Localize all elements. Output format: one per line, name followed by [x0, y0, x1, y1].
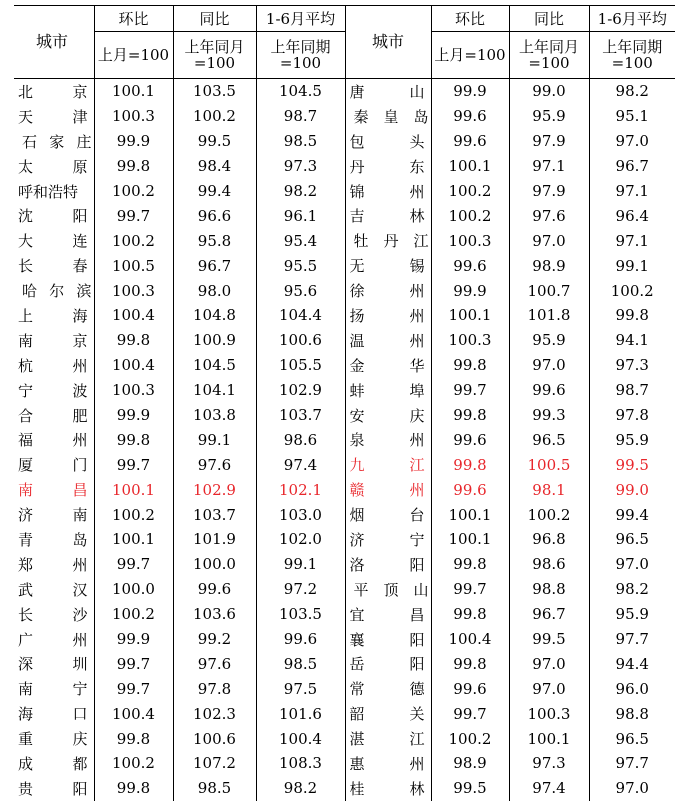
mom-value-left: 100.2: [94, 602, 173, 627]
mom-value-left: 100.2: [94, 228, 173, 253]
city-name-right: 赣 州: [345, 477, 431, 502]
city-name-right: 湛 江: [345, 726, 431, 751]
city-header-left: 城市: [14, 6, 94, 79]
yoy-value-left: 99.6: [173, 577, 256, 602]
city-name-left: 沈 阳: [14, 203, 94, 228]
mom-value-right: 99.6: [431, 427, 509, 452]
avg-value-left: 100.4: [256, 726, 345, 751]
table-row: [14, 477, 675, 502]
yoy-value-left: 103.5: [173, 79, 256, 104]
table-row: [14, 776, 675, 801]
yoy-value-right: 98.1: [509, 477, 589, 502]
mom-value-right: 98.9: [431, 751, 509, 776]
mom-value-left: 100.5: [94, 253, 173, 278]
avg-header-left: 1-6月平均: [256, 6, 345, 32]
avg-value-right: 96.4: [615, 206, 649, 225]
yoy-value-right: 100.1: [509, 726, 589, 751]
yoy-value-right: 97.0: [509, 353, 589, 378]
yoy-value-left: 104.5: [173, 353, 256, 378]
avg-value-left: 104.4: [256, 303, 345, 328]
yoy-value-right: 100.2: [509, 502, 589, 527]
city-name-right: 济 宁: [345, 527, 431, 552]
city-name-left: 南 宁: [14, 676, 94, 701]
city-name-left: 大 连: [14, 228, 94, 253]
yoy-value-left: 95.8: [173, 228, 256, 253]
yoy-value-right: 100.7: [509, 278, 589, 303]
city-name-left: 太 原: [14, 154, 94, 179]
yoy-value-left: 96.6: [173, 203, 256, 228]
avg-value-left: 103.0: [256, 502, 345, 527]
mom-header-right: 环比: [431, 6, 509, 32]
avg-value-right: 96.5: [615, 729, 649, 748]
mom-value-right: 99.6: [431, 676, 509, 701]
avg-value-right: 94.1: [615, 331, 649, 350]
mom-value-right: 99.8: [431, 651, 509, 676]
avg-value-left: 97.5: [256, 676, 345, 701]
city-name-right: 襄 阳: [345, 627, 431, 652]
yoy-value-left: 100.2: [173, 104, 256, 129]
avg-value-right: 99.0: [615, 480, 649, 499]
mom-value-left: 100.1: [94, 79, 173, 104]
table-row: [14, 253, 675, 278]
city-name-right: 锦 州: [345, 179, 431, 204]
avg-value-left: 98.2: [256, 179, 345, 204]
table-row: [14, 627, 675, 652]
table-body: [14, 79, 675, 801]
yoy-value-right: 100.5: [509, 452, 589, 477]
mom-value-right: 99.7: [431, 701, 509, 726]
table-row: [14, 328, 675, 353]
city-name-left: 上 海: [14, 303, 94, 328]
city-name-right: 安 庆: [345, 403, 431, 428]
mom-value-right: 100.1: [431, 527, 509, 552]
avg-value-left: 96.1: [256, 203, 345, 228]
mom-value-left: 100.1: [94, 527, 173, 552]
city-name-left: 石 家 庄: [14, 129, 94, 154]
mom-value-left: 100.3: [94, 104, 173, 129]
mom-value-left: 99.9: [94, 403, 173, 428]
mom-value-right: 100.1: [431, 303, 509, 328]
city-name-left: 贵 阳: [14, 776, 94, 801]
yoy-value-left: 104.1: [173, 378, 256, 403]
avg-value-right: 97.8: [615, 406, 649, 425]
avg-value-left: 98.7: [256, 104, 345, 129]
table-row: [14, 129, 675, 154]
avg-value-right: 97.0: [615, 779, 649, 798]
avg-value-left: 99.6: [256, 627, 345, 652]
yoy-value-right: 99.5: [509, 627, 589, 652]
yoy-value-left: 99.2: [173, 627, 256, 652]
mom-value-right: 99.6: [431, 129, 509, 154]
avg-value-right: 98.2: [615, 580, 649, 599]
avg-base-left: 上年同期 =100: [256, 32, 345, 79]
mom-value-left: 100.4: [94, 701, 173, 726]
mom-value-left: 99.9: [94, 627, 173, 652]
city-name-left: 南 昌: [14, 477, 94, 502]
table-row: [14, 651, 675, 676]
avg-base-right: 上年同期 =100: [589, 32, 675, 79]
yoy-value-left: 99.5: [173, 129, 256, 154]
avg-value-right: 97.3: [615, 356, 649, 375]
avg-value-left: 103.5: [256, 602, 345, 627]
avg-value-right: 97.7: [615, 630, 649, 649]
yoy-value-left: 98.0: [173, 278, 256, 303]
city-name-right: 韶 关: [345, 701, 431, 726]
mom-value-left: 100.2: [94, 179, 173, 204]
table-row: [14, 502, 675, 527]
table-row: [14, 303, 675, 328]
avg-value-right: 97.7: [615, 754, 649, 773]
city-name-left: 天 津: [14, 104, 94, 129]
city-header-right: 城市: [345, 6, 431, 79]
avg-value-right: 94.4: [615, 654, 649, 673]
yoy-value-right: 99.3: [509, 403, 589, 428]
avg-value-right: 99.1: [615, 256, 649, 275]
city-name-right: 宜 昌: [345, 602, 431, 627]
avg-value-right: 98.7: [615, 381, 649, 400]
city-name-right: 惠 州: [345, 751, 431, 776]
mom-value-right: 99.6: [431, 253, 509, 278]
yoy-value-right: 99.0: [509, 79, 589, 104]
yoy-value-right: 97.3: [509, 751, 589, 776]
yoy-value-right: 101.8: [509, 303, 589, 328]
avg-value-right: 98.2: [615, 82, 649, 101]
yoy-value-left: 102.3: [173, 701, 256, 726]
mom-value-left: 100.0: [94, 577, 173, 602]
mom-value-left: 99.8: [94, 726, 173, 751]
yoy-value-right: 97.9: [509, 129, 589, 154]
mom-value-left: 99.8: [94, 328, 173, 353]
city-name-left: 合 肥: [14, 403, 94, 428]
mom-value-left: 100.2: [94, 502, 173, 527]
avg-value-right: 97.1: [615, 182, 649, 200]
yoy-value-left: 103.7: [173, 502, 256, 527]
mom-value-right: 100.1: [431, 502, 509, 527]
city-name-left: 武 汉: [14, 577, 94, 602]
yoy-value-left: 100.0: [173, 552, 256, 577]
city-name-left: 济 南: [14, 502, 94, 527]
city-name-left: 南 京: [14, 328, 94, 353]
table-row: [14, 154, 675, 179]
yoy-value-left: 100.6: [173, 726, 256, 751]
avg-value-left: 108.3: [256, 751, 345, 776]
city-name-left: 杭 州: [14, 353, 94, 378]
yoy-value-right: 96.8: [509, 527, 589, 552]
city-name-left: 厦 门: [14, 452, 94, 477]
avg-value-right: 96.5: [615, 530, 649, 549]
avg-value-left: 98.5: [256, 129, 345, 154]
yoy-value-right: 97.6: [509, 203, 589, 228]
avg-value-right: 96.7: [615, 157, 649, 176]
yoy-value-right: 97.4: [509, 776, 589, 801]
avg-value-left: 97.2: [256, 577, 345, 602]
city-name-left: 成 都: [14, 751, 94, 776]
table-row: [14, 179, 675, 204]
city-name-right: 包 头: [345, 129, 431, 154]
city-name-right: 九 江: [345, 452, 431, 477]
mom-value-right: 100.4: [431, 627, 509, 652]
mom-value-right: 99.9: [431, 79, 509, 104]
mom-value-right: 100.2: [431, 203, 509, 228]
avg-value-right: 100.2: [610, 281, 654, 300]
yoy-value-right: 99.6: [509, 378, 589, 403]
yoy-value-left: 101.9: [173, 527, 256, 552]
yoy-value-right: 96.5: [509, 427, 589, 452]
mom-value-left: 100.4: [94, 353, 173, 378]
mom-value-left: 99.8: [94, 776, 173, 801]
table-row: [14, 378, 675, 403]
avg-value-right: 98.8: [615, 704, 649, 723]
avg-value-right: 99.5: [615, 455, 649, 474]
mom-value-right: 99.8: [431, 552, 509, 577]
yoy-value-right: 95.9: [509, 104, 589, 129]
city-name-right: 丹 东: [345, 154, 431, 179]
yoy-value-right: 100.3: [509, 701, 589, 726]
yoy-value-left: 103.8: [173, 403, 256, 428]
yoy-value-left: 97.8: [173, 676, 256, 701]
mom-value-right: 99.8: [431, 403, 509, 428]
city-name-left: 哈 尔 滨: [14, 278, 94, 303]
mom-value-right: 99.7: [431, 577, 509, 602]
city-name-right: 牡 丹 江: [345, 228, 431, 253]
mom-value-right: 100.3: [431, 328, 509, 353]
avg-value-right: 99.8: [615, 306, 649, 325]
city-name-right: 蚌 埠: [345, 378, 431, 403]
mom-base-left: 上月=100: [94, 32, 173, 79]
yoy-value-left: 98.5: [173, 776, 256, 801]
table-row: [14, 726, 675, 751]
city-name-right: 扬 州: [345, 303, 431, 328]
yoy-value-right: 98.9: [509, 253, 589, 278]
mom-value-left: 100.2: [94, 751, 173, 776]
yoy-header-right: 同比: [509, 6, 589, 32]
avg-value-left: 97.3: [256, 154, 345, 179]
mom-value-left: 99.7: [94, 452, 173, 477]
avg-value-right: 99.4: [615, 505, 649, 524]
table-row: [14, 552, 675, 577]
avg-value-left: 103.7: [256, 403, 345, 428]
mom-value-left: 99.7: [94, 676, 173, 701]
avg-value-left: 97.4: [256, 452, 345, 477]
yoy-value-left: 96.7: [173, 253, 256, 278]
mom-value-left: 99.7: [94, 651, 173, 676]
table-row: [14, 104, 675, 129]
city-name-left: 重 庆: [14, 726, 94, 751]
mom-value-right: 99.6: [431, 477, 509, 502]
city-name-right: 金 华: [345, 353, 431, 378]
mom-value-right: 99.9: [431, 278, 509, 303]
city-name-right: 常 德: [345, 676, 431, 701]
city-name-left: 深 圳: [14, 651, 94, 676]
yoy-value-left: 97.6: [173, 651, 256, 676]
city-name-right: 无 锡: [345, 253, 431, 278]
table-row: [14, 353, 675, 378]
yoy-value-right: 97.0: [509, 228, 589, 253]
city-name-left: 长 沙: [14, 602, 94, 627]
yoy-value-left: 97.6: [173, 452, 256, 477]
yoy-value-left: 104.8: [173, 303, 256, 328]
city-name-right: 烟 台: [345, 502, 431, 527]
avg-value-right: 95.1: [615, 107, 649, 126]
avg-value-left: 95.6: [256, 278, 345, 303]
city-name-left: 福 州: [14, 427, 94, 452]
yoy-value-right: 97.9: [509, 179, 589, 204]
mom-value-left: 99.7: [94, 552, 173, 577]
mom-value-right: 99.8: [431, 602, 509, 627]
table-row: [14, 203, 675, 228]
table-row: [14, 79, 675, 104]
avg-value-left: 104.5: [256, 79, 345, 104]
avg-value-left: 105.5: [256, 353, 345, 378]
city-name-right: 平 顶 山: [345, 577, 431, 602]
mom-value-right: 99.8: [431, 353, 509, 378]
mom-value-right: 99.8: [431, 452, 509, 477]
city-name-right: 桂 林: [345, 776, 431, 801]
city-name-right: 温 州: [345, 328, 431, 353]
mom-value-right: 100.1: [431, 154, 509, 179]
mom-value-left: 99.8: [94, 154, 173, 179]
avg-value-left: 98.6: [256, 427, 345, 452]
yoy-value-left: 100.9: [173, 328, 256, 353]
city-name-left: 北 京: [14, 79, 94, 104]
avg-value-left: 100.6: [256, 328, 345, 353]
avg-value-left: 102.0: [256, 527, 345, 552]
avg-value-left: 95.5: [256, 253, 345, 278]
yoy-value-right: 97.0: [509, 651, 589, 676]
city-name-left: 青 岛: [14, 527, 94, 552]
avg-value-left: 101.6: [256, 701, 345, 726]
yoy-base-right: 上年同月 =100: [509, 32, 589, 79]
mom-value-left: 100.3: [94, 278, 173, 303]
city-name-left: 郑 州: [14, 552, 94, 577]
city-name-right: 岳 阳: [345, 651, 431, 676]
city-name-right: 吉 林: [345, 203, 431, 228]
city-name-right: 唐 山: [345, 79, 431, 104]
yoy-value-right: 95.9: [509, 328, 589, 353]
table-row: [14, 676, 675, 701]
yoy-value-right: 98.8: [509, 577, 589, 602]
city-name-left: 呼和浩特: [14, 179, 94, 204]
table-row: [14, 602, 675, 627]
price-index-table: [14, 5, 675, 801]
yoy-value-left: 98.4: [173, 154, 256, 179]
mom-value-left: 99.8: [94, 427, 173, 452]
avg-value-right: 97.0: [615, 555, 649, 574]
yoy-value-right: 97.1: [509, 154, 589, 179]
mom-header-left: 环比: [94, 6, 173, 32]
avg-header-right: 1-6月平均: [589, 6, 675, 32]
table-row: [14, 403, 675, 428]
yoy-value-left: 99.1: [173, 427, 256, 452]
mom-value-right: 99.6: [431, 104, 509, 129]
mom-value-right: 100.2: [431, 726, 509, 751]
table-row: [14, 427, 675, 452]
table-row: [14, 452, 675, 477]
table-row: [14, 278, 675, 303]
yoy-value-right: 96.7: [509, 602, 589, 627]
yoy-value-left: 103.6: [173, 602, 256, 627]
city-name-right: 秦 皇 岛: [345, 104, 431, 129]
table-row: [14, 701, 675, 726]
avg-value-right: 95.9: [615, 430, 649, 449]
avg-value-left: 98.5: [256, 651, 345, 676]
yoy-base-left: 上年同月 =100: [173, 32, 256, 79]
avg-value-left: 95.4: [256, 228, 345, 253]
yoy-value-left: 102.9: [173, 477, 256, 502]
city-name-left: 长 春: [14, 253, 94, 278]
mom-base-right: 上月=100: [431, 32, 509, 79]
mom-value-right: 100.3: [431, 228, 509, 253]
mom-value-left: 100.1: [94, 477, 173, 502]
avg-value-left: 98.2: [256, 776, 345, 801]
table-row: [14, 228, 675, 253]
mom-value-right: 99.5: [431, 776, 509, 801]
avg-value-right: 97.1: [615, 231, 649, 250]
mom-value-left: 100.4: [94, 303, 173, 328]
table-row: [14, 527, 675, 552]
yoy-value-left: 99.4: [173, 179, 256, 204]
avg-value-left: 102.1: [256, 477, 345, 502]
city-name-right: 徐 州: [345, 278, 431, 303]
table-row: [14, 577, 675, 602]
city-name-right: 泉 州: [345, 427, 431, 452]
avg-value-right: 96.0: [615, 679, 649, 698]
avg-value-right: 95.9: [615, 605, 649, 624]
mom-value-left: 99.7: [94, 203, 173, 228]
yoy-value-right: 97.0: [509, 676, 589, 701]
mom-value-right: 100.2: [431, 179, 509, 204]
yoy-header-left: 同比: [173, 6, 256, 32]
city-name-left: 海 口: [14, 701, 94, 726]
mom-value-left: 99.9: [94, 129, 173, 154]
city-name-left: 广 州: [14, 627, 94, 652]
table-row: [14, 751, 675, 776]
city-name-left: 宁 波: [14, 378, 94, 403]
mom-value-left: 100.3: [94, 378, 173, 403]
yoy-value-right: 98.6: [509, 552, 589, 577]
avg-value-left: 99.1: [256, 552, 345, 577]
avg-value-left: 102.9: [256, 378, 345, 403]
yoy-value-left: 107.2: [173, 751, 256, 776]
mom-value-right: 99.7: [431, 378, 509, 403]
city-name-right: 洛 阳: [345, 552, 431, 577]
avg-value-right: 97.0: [615, 132, 649, 151]
